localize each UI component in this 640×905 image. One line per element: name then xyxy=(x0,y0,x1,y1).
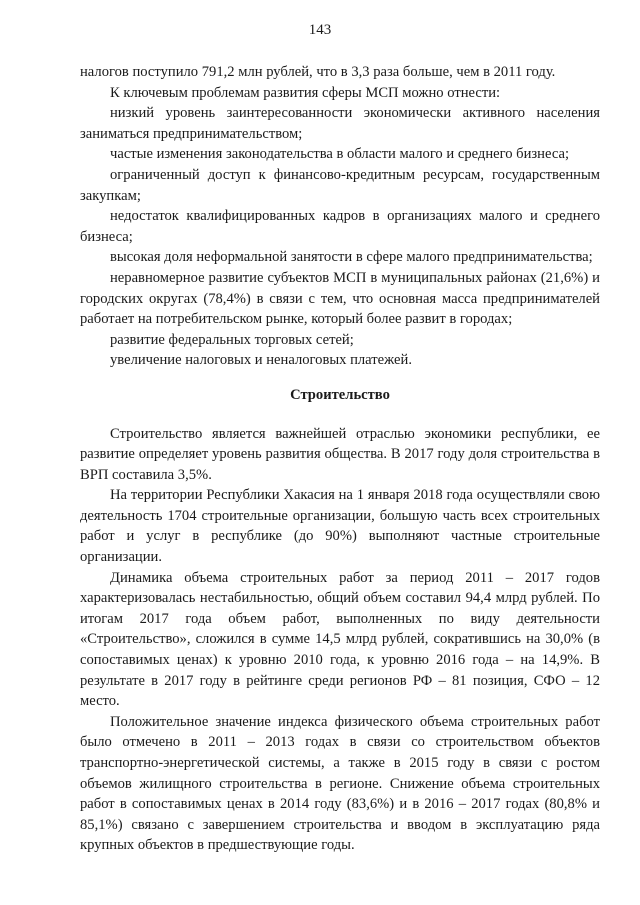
page-number: 143 xyxy=(308,22,332,38)
problem-item: увеличение налоговых и неналоговых платежей. xyxy=(110,352,412,369)
page-body xyxy=(80,62,600,856)
section-heading: Строительство xyxy=(290,386,390,403)
problem-item: неравномерное развитие субъектов МСП в муниципальных районах (21,6%) и городских округах (78,4%) в связи с тем, что основная масса предпринимателей работает на потребительском рынке, который более развит в городах; xyxy=(80,269,600,328)
problem-item: недостаток квалифицированных кадров в организациях малого и среднего бизнеса; xyxy=(80,208,600,245)
section-paragraph: Строительство является важнейшей отраслью экономики республики, ее развитие определяет уровень развития общества. В 2017 году доля строительства в ВРП составила 3,5%. xyxy=(80,425,600,483)
problem-item: низкий уровень заинтересованности экономически активного населения заниматься предпринимательством; xyxy=(80,105,600,142)
problem-item: частые изменения законодательства в области малого и среднего бизнеса; xyxy=(110,146,570,163)
section-paragraph: На территории Республики Хакасия на 1 января 2018 года осуществляли свою деятельность 1704 строительные организации, большую часть всех строительных работ и услуг в республике (до 90%) выполняют частные строительные организации. xyxy=(80,487,600,566)
section-paragraph: Динамика объема строительных работ за период 2011 – 2017 годов характеризовалась нестабильностью, общий объем составил 94,4 млрд рублей. По итогам 2017 года объем работ, выполненных по виду деятельности «Строительство», сложился в сумме 14,5 млрд рублей, сократившись на 30,0% (в сопоставимых ценах) к уровню 2010 года, к уровню 2016 года – на 14,9%. В результате в 2017 году в рейтинге среди регионов РФ – 81 позиция, СФО – 12 место. xyxy=(80,569,600,710)
section-paragraph: Положительное значение индекса физического объема строительных работ было отмечено в 2011 – 2013 годах в связи со строительством объектов транспортно-энергетической системы, а также в 2015 году в связи с ростом объемов жилищного строительства в регионе. Снижение объема строительных работ в сопоставимых ценах в 2014 году (83,6%) и в 2016 – 2017 годах (80,8% и 85,1%) связано с завершением строительства и вводом в эксплуатацию ряда крупных объектов в предшествующие годы. xyxy=(80,713,600,854)
paragraph-continuation: налогов поступило 791,2 млн рублей, что в 3,3 раза больше, чем в 2011 году. xyxy=(80,64,556,80)
problem-item: высокая доля неформальной занятости в сфере малого предпринимательства; xyxy=(110,249,593,266)
problems-intro: К ключевым проблемам развития сферы МСП можно отнести: xyxy=(110,84,501,101)
problem-item: ограниченный доступ к финансово-кредитным ресурсам, государственным закупкам; xyxy=(80,166,600,204)
problem-item: развитие федеральных торговых сетей; xyxy=(110,331,354,348)
